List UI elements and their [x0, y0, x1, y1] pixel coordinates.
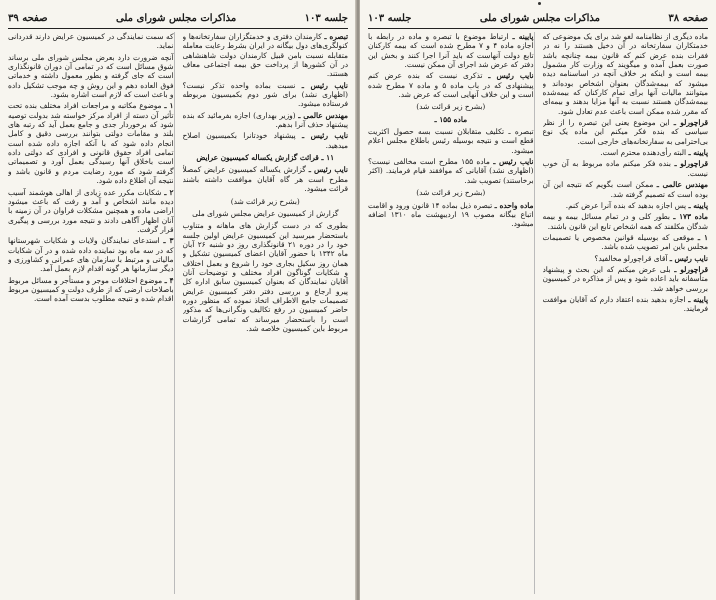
speaker-label: ۳ ـ [163, 236, 174, 246]
paragraph [543, 295, 709, 314]
paragraph-text: شکایات مکرر عده زیادی از اهالی هوشمند آسیب دیده مانند اشخاص و آمد و رفت که باعث میشود اراضی ماده و همچنین مشکلات فراوان در آن زمینه با آنان اظهار آگاهی دادند و نتیجه مورد بررسی و پیگیری قرار گرفت. [8, 187, 174, 234]
paragraph [368, 157, 534, 185]
right-page-header [368, 8, 708, 29]
paragraph-text: گزارش یکساله کمیسیون عرایض کمصلاً مطرح است هر گاه آقایان موافقت داشته باشند قرائت میشود. [182, 165, 348, 194]
paragraph [543, 148, 709, 157]
speaker-label: نایب رئیس ـ [301, 131, 348, 141]
paragraph-text: البته رأی‌دهنده محترم است. [600, 148, 687, 158]
paragraph [183, 81, 349, 109]
speaker-label: تبصره ـ [324, 32, 348, 41]
paragraph-text: ماده دیگری از نظامنامه لغو شد برای یک موضوعی که خدمتکاران سفارتخانه در آن دخیل هستند را نه در فقرات بنده عرض کنم که قانون بیمه چنانچه باشد صورت بعمل آمده و میگویند که وزارت کار مشمول بیمه است و اینکه بر خلاف آنچه در اساسنامه دیده میشود که بیمه‌شدگان بعنوان اشخاص بوده‌اند و میتوانند مالیات آنها برای تمام کارکنان که بیمه‌شده بیمه‌شدگان هستند نسبت به آنها مزایا بدهند و بیمه‌ای که مقرر شده ممکن است باعث عدم تعادل شود. [542, 32, 708, 116]
speaker-label: مهندس عالمی ـ [298, 110, 348, 120]
paragraph [8, 101, 174, 185]
paragraph-text: گزارش از کمیسیون عرایض مجلس شورای ملی [192, 208, 339, 218]
speaker-label: ماده ۱۷۳ ـ [673, 212, 708, 222]
speaker-label: ۲ ـ [164, 187, 174, 197]
paragraph-text: ممکن است بگویم که نتیجه این آن بوده است که تصمیم گرفته شد. [542, 180, 708, 199]
speaker-label: ۴ ـ [164, 275, 174, 285]
speaker-label: پایینه ـ [688, 200, 708, 210]
paragraph-text: تذکری نیست که بنده عرض کنم پیشنهادی که در باب ماده ۵ و ماده ۷ مطرح شده است و این خلاف آنهایی است که عرض شد. [368, 71, 534, 100]
speaker-label: نایب رئیس ـ [301, 80, 348, 90]
paragraph-text: (بشرح زیر قرائت شد) [416, 102, 486, 112]
paragraph-text: موضوع اختلافات موجر و مستأجر و مسائل مربوط باصلاحات ارضی که از طرف دولت و کمیسیون مربوط اقدام شده و نتیجه مطلوب بدست آمده است. [8, 275, 174, 304]
paragraph-text: استدعای نمایندگان ولایات و شکایات شهرستانها که در سه ماه بود نماینده داده شده و در آن شکایات مالیاتی و مرتبط با سازمان های عمرانی و کشاورزی و دیگر سازمانها هر گونه اقدام لازم بعمل آمد. [8, 236, 174, 274]
paragraph [543, 180, 709, 199]
left-page-right-column [183, 32, 349, 594]
paragraph-text: (بشرح زیر قرائت شد) [416, 188, 486, 198]
paragraph-text: آنچه ضرورت دارد بعرض مجلس شورای ملی برساند شوق مسائل است که در تمامی آن دوران قانونگذاری است که جای گرفته و بطور معمول داشته و خدماتی فوق العاده دهم و این روش و چه موجب تشکیل داده و باعث است که لازم است اشاره بشود. [8, 52, 174, 100]
paragraph [183, 32, 349, 79]
paragraph-text: بنده فکر میکنم ماده مربوط به آن خوب نیست. [542, 159, 708, 178]
paragraph [8, 53, 174, 100]
speaker-label: نایب رئیس ـ [488, 71, 534, 81]
section-heading [183, 153, 349, 162]
paragraph-text: که سمت نمایندگی در کمیسیون عرایض دارند قدردانی نماید. [8, 32, 174, 51]
paragraph-text: تبصره ـ تکلیف متقابلان نسبت بسه حصول اکثریت قطع است و نتیجه بوسیله رئیس باطلاع مجلس اعلام میشود. [368, 127, 534, 155]
speaker-label: پایینه ـ [688, 294, 708, 304]
left-page-number: صفحه ۳۹ [8, 12, 48, 24]
right-page-columns [368, 32, 708, 594]
left-page-columns [8, 32, 348, 594]
left-page-header [8, 8, 348, 29]
section-heading [368, 115, 534, 124]
paragraph-text: بطوری که در دست گزارش های ماهانه و متناوب باستحضار میرسید این کمیسیون عرایض اولین جلسه خود را در دوره ۲۱ قانونگذاری روز دو شنبه ۲۶ آبان ماه ۱۳۴۲ با حضور آقایان اعضای کمیسیون تشکیل و همان روز سکیل بجاری خود را شروع و بعمل اختلاف و شکایات گوناگون افراد مختلف و توضیحات آنان آقایان نمایندگان که بعنوان کمیسیون سابق اداره کل پیرو ارجاع و بررسی دفتر دفتر کمیسیون عرایض تصمیمات جامع الاطراف اتخاذ نموده که منظور دوره حاضر کمیسیون در رفع تکالیف ونگرانی‌ها که مذکور است را باستحضار میرساند که تمامی گزارشات مربوط باین کمیسیون خلاصه شد. [182, 221, 348, 333]
paragraph-text: ارتباط موضوع با تبصره و ماده در رابطه با اجازه ماده ۴ و ۷ مطرح شده است که بیمه کارکنان تابع دولت آنهاست که باید آنرا اجرا کنند و بخش این دفتر که عرض شد اجرای آن ممکن نیست. [368, 32, 534, 70]
paragraph-text: موضوع مکاتبه و مراجعات افراد مختلف بنده تحت تأثیر آن دسته از افراد مرکز خواسته شد بدولت توصیه شود که برخوردار جدی و جامع بعمل آید که رتبه های بلند و مقامات دولتی بتوانند بررسی دقیق و کامل انجام داده شود که با آنکه اجازه داده شده است تمامی افراد حقوق قانونی و افرادی که دولتی داده است باخلاق آنها رسیدگی بعمل آورد و تصمیماتی گرفته شود که مورد رضایت مردم و قانون باشد و نتیجه آن اطلاع داده شود. [8, 101, 174, 186]
right-issue-label: جلسه ۱۰۳ [368, 12, 412, 24]
right-page-title: مذاکرات مجلس شورای ملی [479, 12, 600, 24]
right-page-left-column [368, 32, 535, 594]
speaker-label: پایینه ـ [688, 148, 708, 158]
paragraph [543, 201, 709, 210]
paragraph-text: پیشنهاد خودتانرا بکمیسیون اصلاح میدهید. [182, 131, 348, 150]
paragraph [8, 188, 174, 235]
speaker-label: نایب رئیس ـ [493, 157, 534, 167]
speaker-label: ۱ ـ [164, 101, 174, 111]
paragraph [183, 131, 349, 150]
paragraph [368, 201, 534, 229]
paragraph [183, 165, 349, 193]
paragraph-text: ۱۱ ـ قرائت گزارش یکساله کمیسیون عرایض [196, 153, 335, 163]
speaker-label: مهندس عالمی ـ [656, 180, 708, 190]
paragraph-text: ماده ۱۵۵ مطرح است مخالفی نیست؟ (اظهاری نشد) آقایانی که موافقند قیام فرمایند. (اکثر برخاستند) تصویب شد. [368, 157, 534, 185]
paragraph-text: (وزیر بهداری) اجازه بفرمائید که بنده پیشنهاد حذف آنرا بدهم. [182, 110, 348, 130]
paragraph [368, 71, 534, 99]
paragraph-text: اجازه بدهید بنده اعتقاد دارم که آقایان موافقت فرمایند. [542, 294, 708, 314]
paragraph [8, 32, 174, 51]
paragraph [543, 32, 709, 116]
paragraph [8, 236, 174, 273]
speaker-label: ۱ ـ [697, 232, 708, 242]
paragraph-text: این موضوع یعنی این تبصره را از نظر سیاسی که بنده فکر میکنم این ماده یک نوع بی‌احترامی به سفارتخانه‌های خارجی است. [542, 118, 708, 146]
speaker-label: قراچورلو ـ [674, 264, 708, 274]
paragraph-text: کارمندان دفتری و خدمتگزاران سفارتخانه‌ها و کنولگری‌های دول بیگانه در ایران بشرط رعایت معامله متقابله نسبت بامن قبیل کارمندان دولت شاهنشاهی در آن کشورها از پرداخت حق بیمه اجتماعی معاف هستند. [182, 32, 348, 79]
paragraph [543, 265, 709, 293]
speaker-label: پایینه ـ [512, 32, 534, 41]
left-page [0, 0, 356, 600]
paragraph-text: ماده ۱۵۵ ـ [434, 114, 468, 124]
paragraph [183, 111, 349, 130]
speaker-label: قراچورلو ـ [674, 159, 708, 169]
reading-note [368, 188, 534, 197]
paragraph-text: بطور کلی و در تمام مسائل بیمه و بیمه شدگان مکلفند که همه اشخاص تابع این قانون باشند. [542, 212, 708, 231]
paragraph [543, 118, 709, 146]
paragraph [543, 159, 709, 178]
left-issue-label: جلسه ۱۰۳ [304, 12, 348, 24]
paragraph [368, 32, 534, 69]
paragraph [368, 127, 534, 155]
reading-note [183, 197, 349, 206]
right-page [360, 0, 716, 600]
paragraph [543, 254, 709, 263]
page-marker-dot [538, 2, 541, 5]
left-page-title: مذاکرات مجلس شورای ملی [116, 12, 237, 24]
paragraph [8, 276, 174, 304]
paragraph-text: تبصره ذیل بماده ۱۴ قانون ورود و اقامت اتباع بیگانه مصوب ۱۹ اردیبهشت ماه ۱۳۱۰ اضافه میشود. [368, 200, 534, 229]
paragraph [183, 221, 349, 333]
paragraph-text: بلی عرض میکنم که این بحث و پیشنهاد متأسفانه باید اعاده شود و پس از مذاکره در کمیسیون بررسی خواهد شد. [542, 264, 708, 293]
reading-note [183, 209, 349, 218]
paragraph-text: پس اجازه بدهید که بنده آنرا عرض کنم. [565, 200, 687, 210]
paragraph [543, 233, 709, 252]
paragraph-text: نسبت بماده واحده تذکر نیست؟ (اظهاری نشد) برای شور دوم بکمیسیون مربوطه فرستاده میشود. [182, 80, 348, 109]
speaker-label: ماده واحده ـ [494, 200, 534, 210]
paragraph-text: موقعی که بوسیله قوانین مخصوص یا تصمیمات مجلس باین امر تصویب شده باشد. [542, 232, 708, 252]
reading-note [368, 102, 534, 111]
paragraph-text: (بشرح زیر قرائت شد) [230, 196, 300, 206]
paragraph [543, 212, 709, 231]
right-page-right-column [543, 32, 709, 594]
left-page-left-column [8, 32, 175, 594]
speaker-label: نایب رئیس ـ [308, 165, 348, 175]
speaker-label: نایب رئیس ـ [669, 253, 708, 263]
paragraph-text: آقای قراچورلو مخالفید؟ [594, 253, 668, 263]
right-page-number: صفحه ۳۸ [668, 12, 708, 24]
speaker-label: قراچورلو ـ [673, 118, 708, 128]
